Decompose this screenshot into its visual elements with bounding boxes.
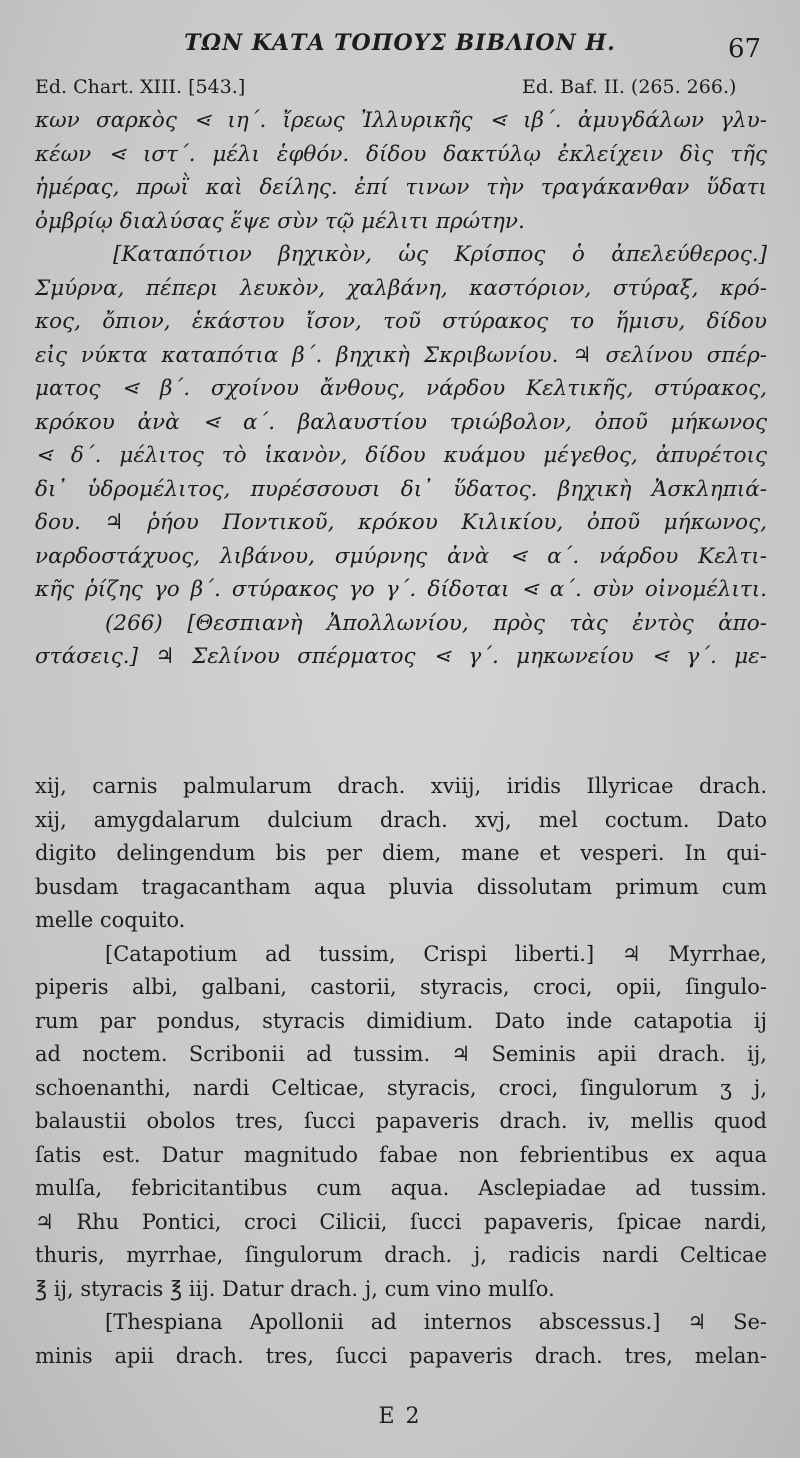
page-number: 67 <box>728 34 762 64</box>
greek-line: κέων ⋖ ιστ΄. μέλι ἑφθόν. δίδου δακτύλῳ ἐκλείχειν δὶς τῆς <box>35 141 767 167</box>
latin-line: xij, amygdalarum dulcium drach. xvj, mel coctum. Dato <box>35 807 767 832</box>
latin-line: minis apii drach. tres, ſucci papaveris drach. tres, melan- <box>35 1343 767 1368</box>
latin-line: melle coquito. <box>35 908 186 932</box>
greek-line: κων σαρκὸς ⋖ ιη΄. ἴρεως Ἰλλυρικῆς ⋖ ιβ΄. ἀμυγδάλων γλυ- <box>35 108 767 133</box>
greek-line: [Καταπότιον βηχικὸν, ὡς Κρίσπος ὁ ἀπελεύθερος.] <box>113 242 767 267</box>
latin-line: balaustii obolos tres, ſucci papaveris drach. iv, mellis quod <box>35 1109 767 1133</box>
edition-reference-right: Ed. Baf. II. (265. 266.) <box>522 76 737 98</box>
signature-mark: E 2 <box>378 1404 422 1429</box>
latin-line: schoenanthi, nardi Celticae, styracis, croci, ſingulorum ʒ j, <box>35 1075 767 1100</box>
greek-line: ⋖ δ΄. μέλιτος τὸ ἱκανὸν, δίδου κυάμου μέγεθος, ἀπυρέτοις <box>35 443 767 468</box>
latin-line: ♃ Rhu Pontici, croci Cilicii, ſucci papaveris, ſpicae nardi, <box>35 1209 767 1234</box>
latin-line: mulſa, febricitantibus cum aqua. Asclepiadae ad tussim. <box>35 1176 767 1200</box>
latin-line: ad noctem. Scribonii ad tussim. ♃ Seminis apii drach. ij, <box>35 1042 767 1066</box>
greek-line: κρόκου ἀνὰ ⋖ α΄. βαλαυστίου τριώβολον, ὀποῦ μήκωνος <box>35 409 767 435</box>
greek-line: (266) [Θεσπιανὴ Ἀπολλωνίου, πρὸς τὰς ἐντὸς ἀπο- <box>105 610 767 636</box>
latin-line: xij, carnis palmularum drach. xviij, iridis Illyricae drach. <box>35 774 767 798</box>
latin-line: ℥ ij, styracis ℥ iij. Datur drach. j, cum vino mulſo. <box>35 1276 555 1301</box>
greek-line: ναρδοστάχυος, λιβάνου, σμύρνης ἀνὰ ⋖ α΄. νάρδου Κελτι- <box>35 543 767 569</box>
greek-line: ἡμέρας, πρωῒ καὶ δείλης. ἐπί τινων τὴν τραγάκανθαν ὕδατι <box>35 175 767 200</box>
greek-line: δου. ♃ ῥήου Ποντικοῦ, κρόκου Κιλικίου, ὀποῦ μήκωνος, <box>35 510 767 535</box>
greek-line: κος, ὄπιον, ἑκάστου ἴσον, τοῦ στύρακος το ἥμισυ, δίδου <box>35 309 767 334</box>
greek-line: στάσεις.] ♃ Σελίνου σπέρματος ⋖ γ΄. μηκωνείου ⋖ γ΄. με- <box>35 644 767 669</box>
latin-line: [Thespiana Apollonii ad internos abscessus.] ♃ Se- <box>105 1310 767 1334</box>
latin-text-block <box>35 770 767 1373</box>
greek-text-block <box>35 104 767 674</box>
edition-reference-left: Ed. Chart. XIII. [543.] <box>35 76 246 98</box>
latin-line: [Catapotium ad tussim, Crispi liberti.] ♃ Myrrhae, <box>105 941 767 966</box>
greek-line: δι᾽ ὑδρομέλιτος, πυρέσσουσι δι᾽ ὕδατος. βηχικὴ Ἀσκληπιά- <box>35 476 767 502</box>
latin-line: piperis albi, galbani, castorii, styracis, croci, opii, ſingulo- <box>35 975 767 999</box>
latin-line: rum par pondus, styracis dimidium. Dato inde catapotia ij <box>35 1008 767 1033</box>
latin-line: busdam tragacantham aqua pluvia dissolutam primum cum <box>35 874 767 899</box>
greek-line: ὀμβρίῳ διαλύσας ἕψε σὺν τῷ μέλιτι πρώτην. <box>35 208 525 234</box>
latin-line: digito delingendum bis per diem, mane et vesperi. In qui- <box>35 841 767 865</box>
greek-line: ματος ⋖ β΄. σχοίνου ἄνθους, νάρδου Κελτικῆς, στύρακος, <box>35 376 767 401</box>
greek-line: εἰς νύκτα καταπότια β΄. βηχικὴ Σκριβωνίου. ♃ σελίνου σπέρ- <box>35 342 767 368</box>
latin-line: ſatis est. Datur magnitudo fabae non febrientibus ex aqua <box>35 1142 767 1167</box>
running-title: ΤΩΝ ΚΑΤΑ ΤΟΠΟΥΣ ΒΙΒΛΙΟΝ Η. <box>184 30 616 56</box>
latin-line: thuris, myrrhae, ſingulorum drach. j, radicis nardi Celticae <box>35 1243 767 1267</box>
greek-line: κῆς ῥίζης γο β΄. στύρακος γο γ΄. δίδοται ⋖ α΄. σὺν οἰνομέλιτι. <box>35 577 767 602</box>
greek-line: Σμύρνα, πέπερι λευκὸν, χαλβάνη, καστόριον, στύραξ, κρό- <box>35 275 767 301</box>
